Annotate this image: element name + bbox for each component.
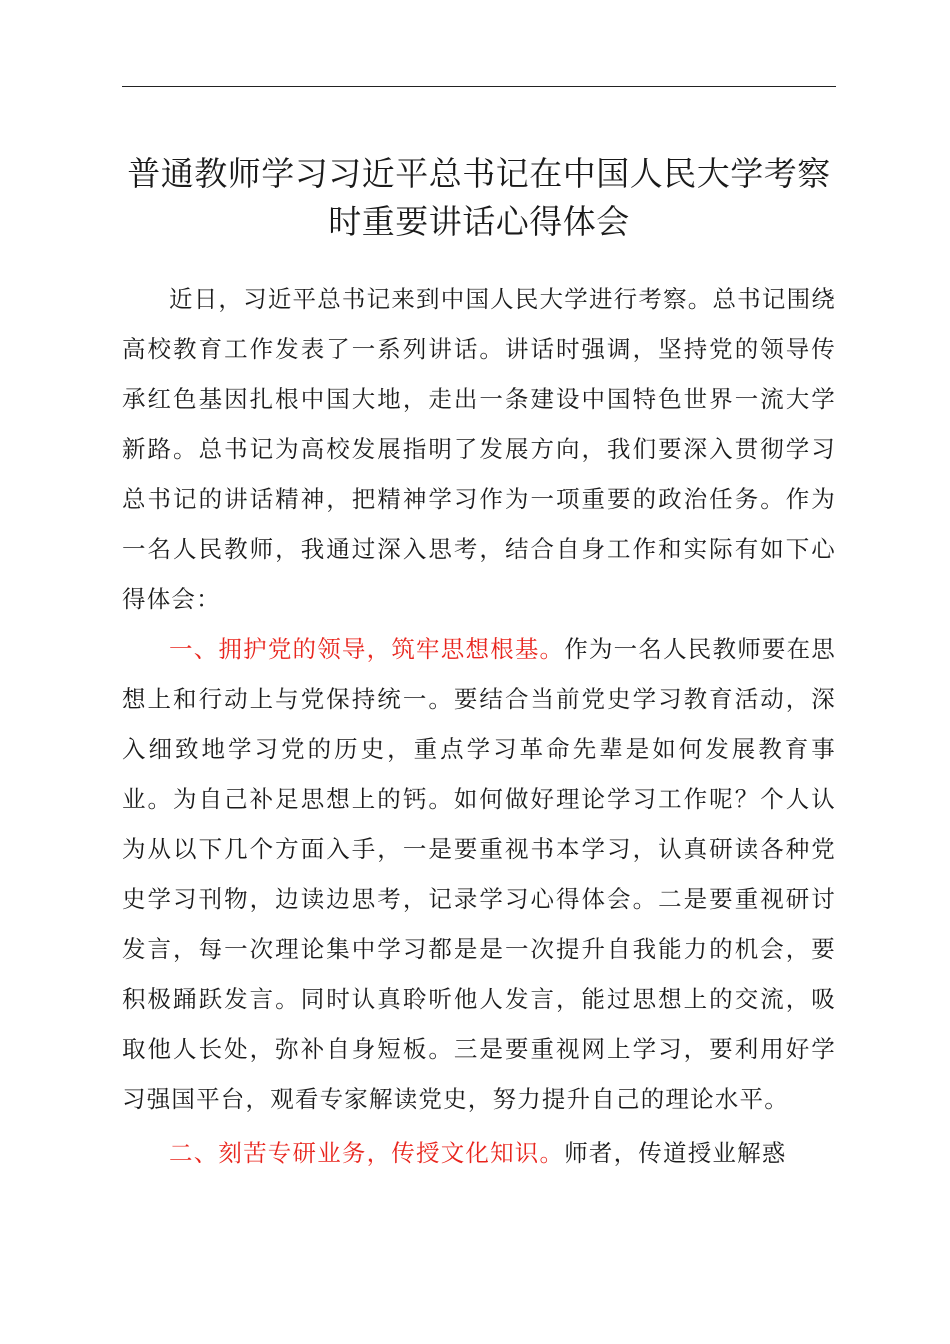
paragraph-section-1 <box>122 624 836 1124</box>
section-1-text: 作为一名人民教师要在思想上和行动上与党保持统一。要结合当前党史学习教育活动，深入细致地学习党的历史，重点学习革命先辈是如何发展教育事业。为自己补足思想上的钙。如何做好理论学习工作呢？个人认为从以下几个方面入手，一是要重视书本学习，认真研读各种党史学习刊物，边读边思考，记录学习心得体会。二是要重视研讨发言，每一次理论集中学习都是是一次提升自我能力的机会，要积极踊跃发言。同时认真聆听他人发言，能过思想上的交流，吸取他人长处，弥补自身短板。三是要重视网上学习，要利用好学习强国平台，观看专家解读党史，努力提升自己的理论水平。 <box>122 635 837 1113</box>
paragraph-intro <box>122 274 836 624</box>
section-2-text: 师者，传道授业解惑 <box>564 1139 787 1167</box>
paragraph-intro-text: 近日，习近平总书记来到中国人民大学进行考察。总书记围绕高校教育工作发表了一系列讲话。讲话时强调，坚持党的领导传承红色基因扎根中国大地，走出一条建设中国特色世界一流大学新路。总书记为高校发展指明了发展方向，我们要深入贯彻学习总书记的讲话精神，把精神学习作为一项重要的政治任务。作为一名人民教师，我通过深入思考，结合自身工作和实际有如下心得体会： <box>122 285 836 613</box>
header-rule <box>122 86 836 87</box>
document-body <box>122 274 836 1178</box>
document-title: 普通教师学习习近平总书记在中国人民大学考察时重要讲话心得体会 <box>127 154 831 241</box>
paragraph-section-2 <box>122 1128 836 1178</box>
section-1-heading: 一、拥护党的领导，筑牢思想根基。 <box>169 635 565 663</box>
section-2-heading: 二、刻苦专研业务，传授文化知识。 <box>169 1139 565 1167</box>
